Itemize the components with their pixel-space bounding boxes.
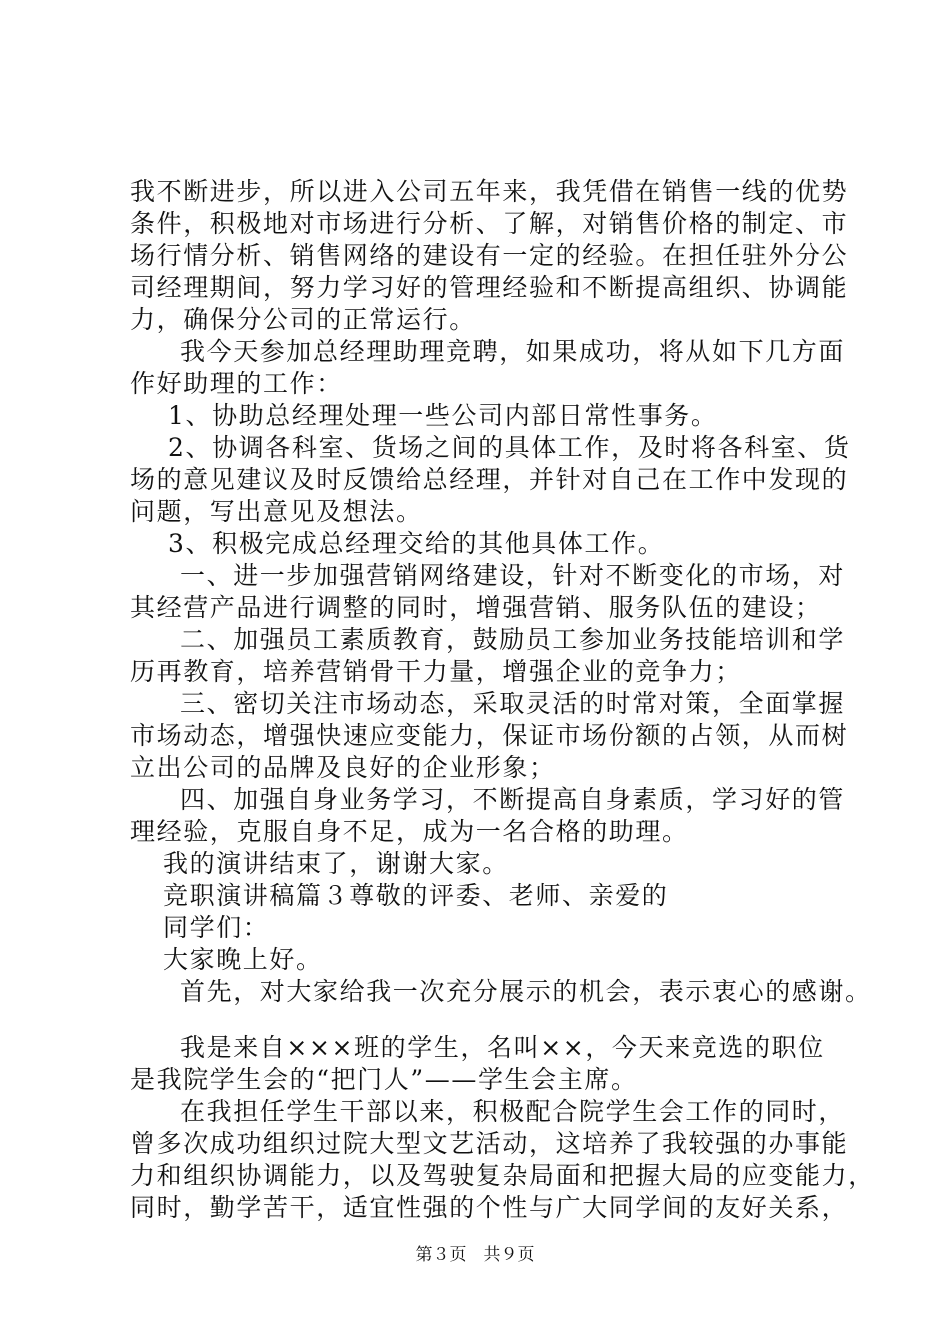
page-number-footer: 第３页 共９页 <box>415 1245 535 1265</box>
text-line: 同学们： <box>163 913 270 942</box>
text-line: 四、加强自身业务学习，不断提高自身素质，学习好的管 <box>180 785 846 814</box>
text-line: 大家晚上好。 <box>163 945 323 974</box>
text-line: 是我院学生会的“把门人”——学生会主席。 <box>130 1065 638 1094</box>
text-line: 立出公司的品牌及良好的企业形象； <box>130 753 556 782</box>
text-line: 其经营产品进行调整的同时，增强营销、服务队伍的建设； <box>130 593 822 622</box>
text-line: 竞职演讲稿篇３尊敬的评委、老师、亲爱的 <box>163 881 669 910</box>
text-line: 市场动态，增强快速应变能力，保证市场份额的占领，从而树 <box>130 721 849 750</box>
text-line: 我今天参加总经理助理竞聘，如果成功，将从如下几方面 <box>180 337 846 366</box>
text-line: 2、协调各科室、货场之间的具体工作，及时将各科室、货 <box>168 433 851 462</box>
text-line: 司经理期间，努力学习好的管理经验和不断提高组织、协调能 <box>130 273 849 302</box>
text-line: 力，确保分公司的正常运行。 <box>130 305 476 334</box>
text-line: 同时，勤学苦干，适宜性强的个性与广大同学间的友好关系， <box>130 1193 849 1222</box>
text-line: 我是来自×××班的学生，名叫××，今天来竞选的职位 <box>180 1033 825 1062</box>
text-line: 作好助理的工作： <box>130 369 343 398</box>
text-line: 首先，对大家给我一次充分展示的机会，表示衷心的感谢。 <box>180 977 872 1006</box>
text-line: 曾多次成功组织过院大型文艺活动，这培养了我较强的办事能 <box>130 1129 849 1158</box>
text-line: 力和组织协调能力，以及驾驶复杂局面和把握大局的应变能力， <box>130 1161 875 1190</box>
text-line: 历再教育，培养营销骨干力量，增强企业的竞争力； <box>130 657 742 686</box>
text-line: 场的意见建议及时反馈给总经理，并针对自己在工作中发现的 <box>130 465 849 494</box>
text-line: 在我担任学生干部以来，积极配合院学生会工作的同时， <box>180 1097 846 1126</box>
text-line: 问题，写出意见及想法。 <box>130 497 423 526</box>
text-line: 三、密切关注市场动态，采取灵活的时常对策，全面掌握 <box>180 689 846 718</box>
text-line: 一、进一步加强营销网络建设，针对不断变化的市场，对 <box>180 561 846 590</box>
text-line: 条件，积极地对市场进行分析、了解，对销售价格的制定、市 <box>130 209 849 238</box>
text-line: 1、协助总经理处理一些公司内部日常性事务。 <box>168 401 718 430</box>
text-line: 我的演讲结束了，谢谢大家。 <box>163 849 509 878</box>
text-line: 二、加强员工素质教育，鼓励员工参加业务技能培训和学 <box>180 625 846 654</box>
text-line: 场行情分析、销售网络的建设有一定的经验。在担任驻外分公 <box>130 241 849 270</box>
text-line: 理经验，克服自身不足，成为一名合格的助理。 <box>130 817 689 846</box>
text-line: 我不断进步，所以进入公司五年来，我凭借在销售一线的优势 <box>130 177 849 206</box>
text-line: 3、积极完成总经理交给的其他具体工作。 <box>168 529 665 558</box>
